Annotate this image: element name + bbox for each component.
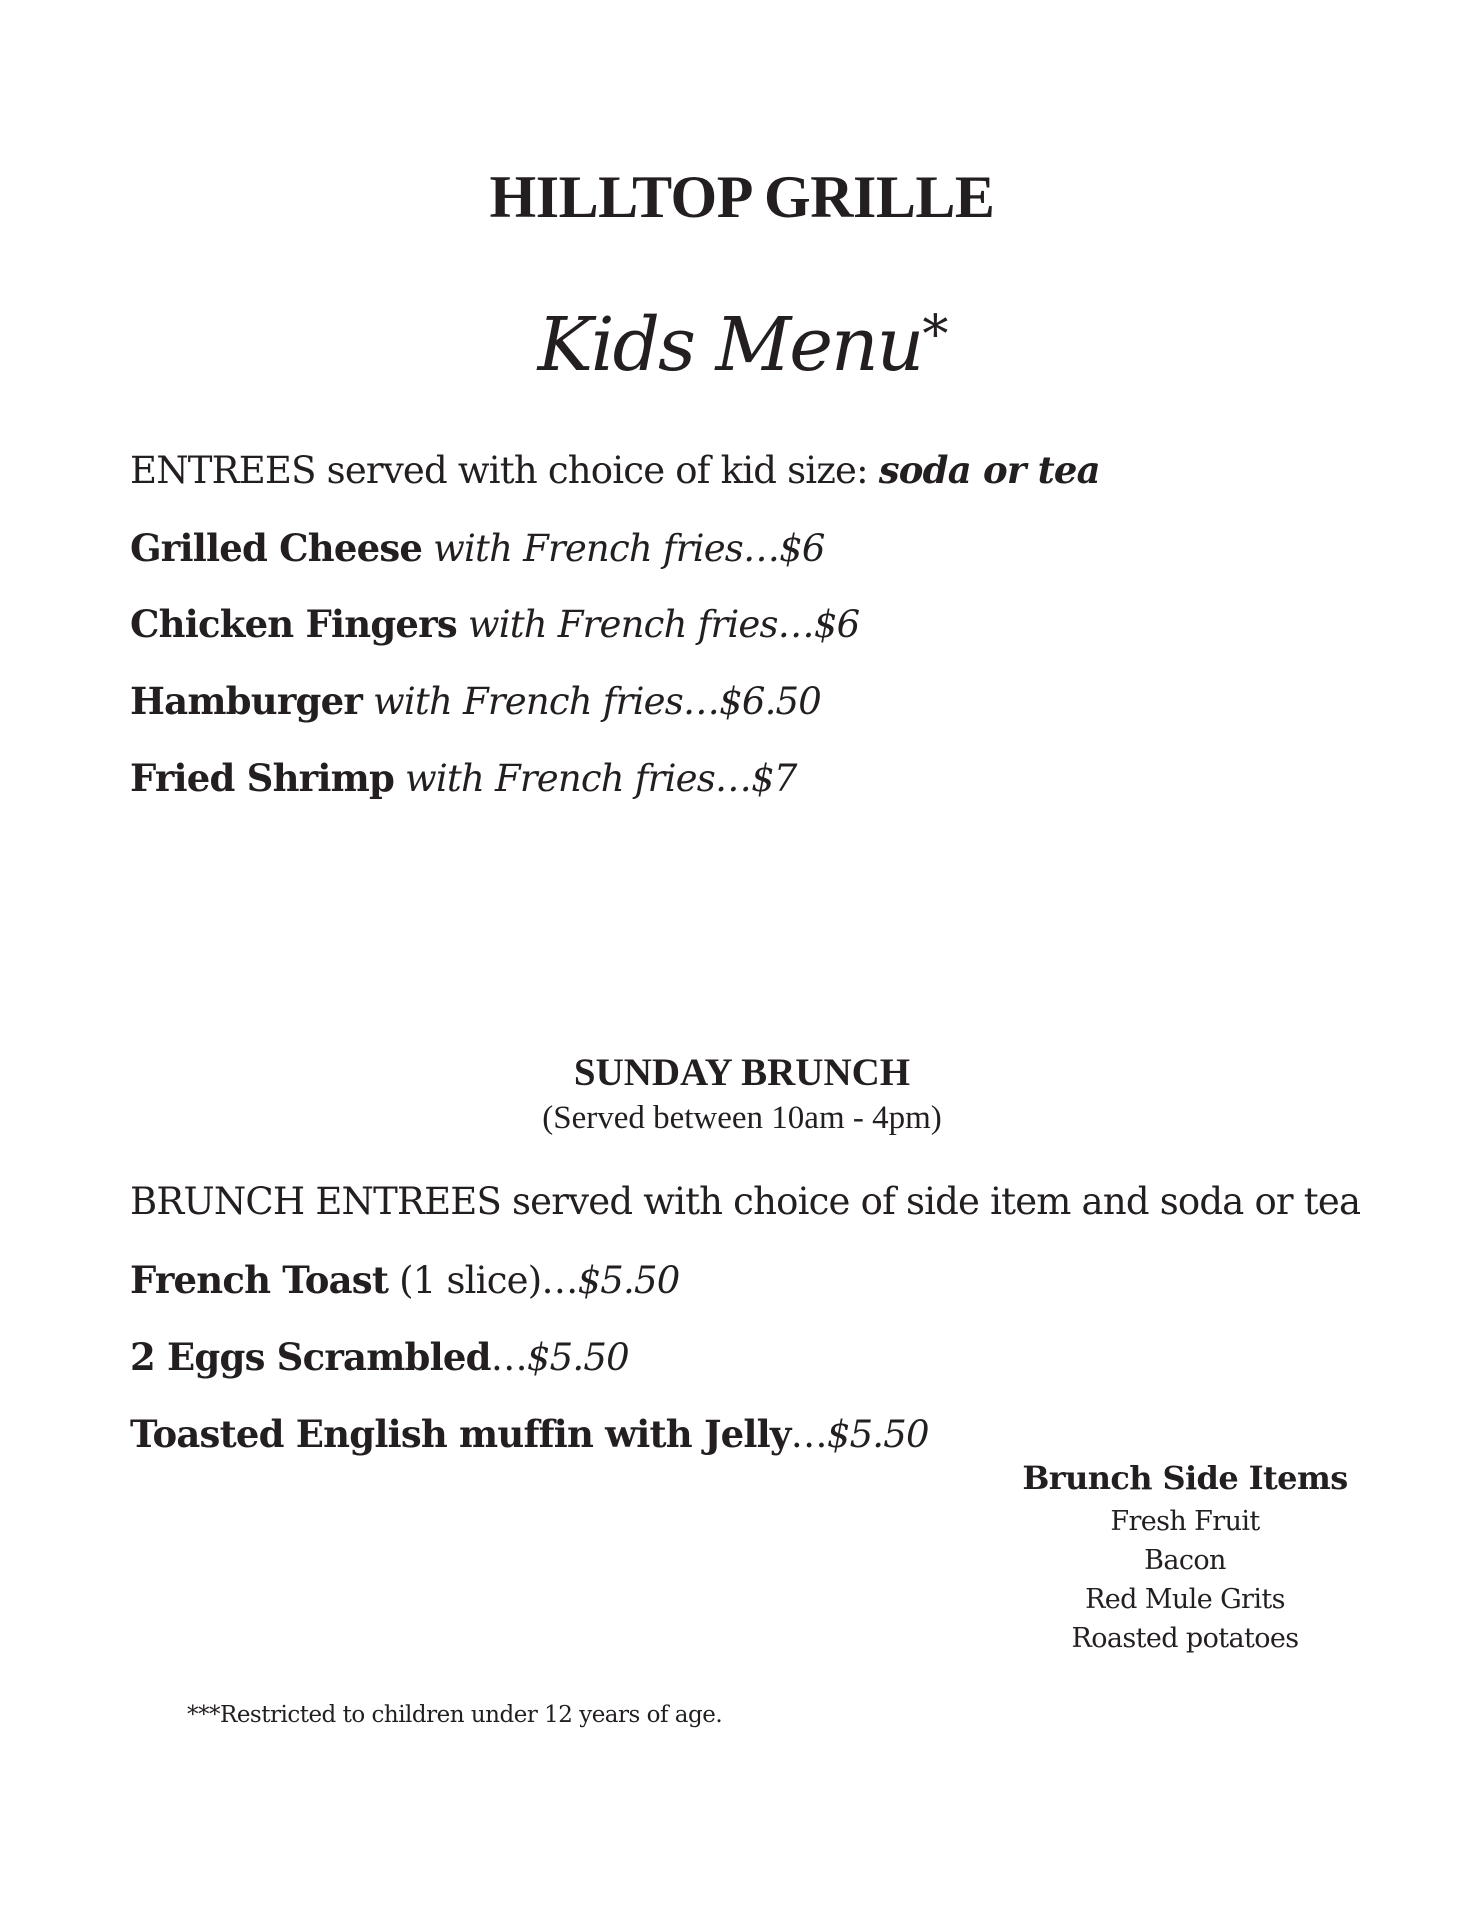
menu-item (130, 754, 797, 803)
brunch-item-price: $5.50 (526, 1336, 629, 1379)
brunch-item-price: $5.50 (826, 1413, 929, 1456)
brunch-item (130, 1333, 629, 1382)
menu-item (130, 524, 825, 573)
side-item: Roasted potatoes (1071, 1623, 1299, 1654)
brunch-item-price: $5.50 (577, 1259, 680, 1302)
brunch-item-detail: … (790, 1413, 827, 1456)
menu-item-name: Hamburger (130, 679, 363, 723)
brunch-side-items (1020, 1456, 1350, 1658)
brunch-entrees-intro: BRUNCH ENTREES served with choice of side item and soda or tea (130, 1180, 1361, 1223)
side-item: Fresh Fruit (1110, 1506, 1260, 1537)
menu-item (130, 600, 859, 649)
menu-item-name: Chicken Fingers (130, 602, 457, 646)
brunch-side-items-title: Brunch Side Items (1022, 1459, 1348, 1497)
menu-item-name: Grilled Cheese (130, 526, 423, 570)
menu-title (0, 290, 1484, 390)
brunch-item (130, 1256, 680, 1305)
menu-item-name: Fried Shrimp (130, 756, 395, 800)
brunch-item (130, 1410, 929, 1459)
menu-title-asterisk: * (922, 305, 947, 365)
menu-item-description: with French fries…$6 (422, 527, 825, 570)
menu-item-description: with French fries…$6 (456, 603, 860, 646)
brunch-item-detail: … (490, 1336, 527, 1379)
side-item: Red Mule Grits (1085, 1584, 1285, 1615)
kids-entrees-intro (130, 446, 1100, 495)
restaurant-name: HILLTOP GRILLE (489, 164, 995, 230)
brunch-item-detail: (1 slice)… (388, 1259, 578, 1302)
kids-intro-text: ENTREES served with choice of kid size: (130, 449, 879, 492)
menu-item (130, 677, 821, 726)
kids-intro-drinks: soda or tea (878, 448, 1100, 492)
brunch-item-name: French Toast (130, 1258, 389, 1302)
brunch-hours: (Served between 10am - 4pm) (542, 1100, 942, 1136)
menu-title-text: Kids Menu (537, 302, 923, 388)
age-restriction-footnote: ***Restricted to children under 12 years of age. (187, 1702, 723, 1728)
brunch-heading: SUNDAY BRUNCH (573, 1051, 911, 1094)
side-item: Bacon (1144, 1545, 1226, 1576)
menu-item-description: with French fries…$7 (394, 757, 797, 800)
brunch-item-name: 2 Eggs Scrambled (130, 1335, 491, 1379)
menu-item-description: with French fries…$6.50 (362, 680, 822, 723)
brunch-item-name: Toasted English muffin with Jelly (130, 1412, 791, 1456)
